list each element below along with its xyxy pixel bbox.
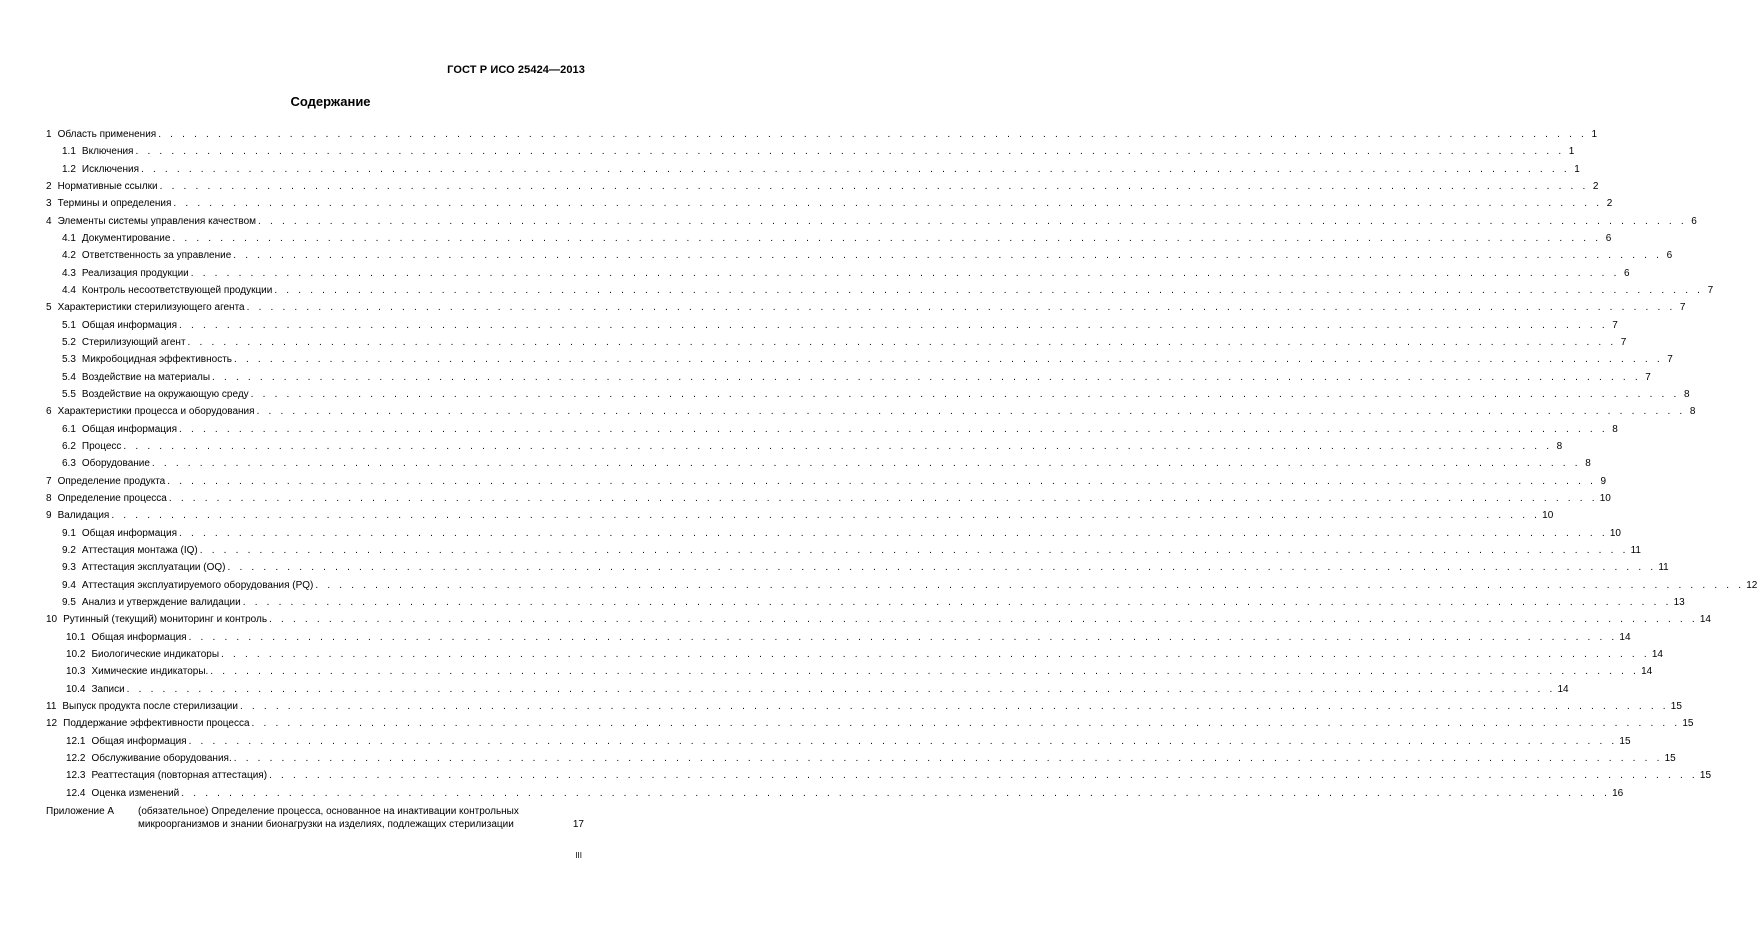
toc-entry-page: 13 [1673,597,1685,609]
toc-entry[interactable] [46,386,1690,403]
toc-entry-page: 11 [1630,545,1641,557]
toc-entry-number: 6.3 [62,458,76,470]
toc-leader-dots: . . . . . . . . . . . . . . . . . . . . . . . . . . . . . . . . . . . . . . . . . . . . . . . . . . . . . . . . . . . . . . . . . . . . . . . . . . . . . . . . . . . . . . . . . . . . . . . . . . . . . . . . . . . . . . . . . . . . . . . . [233,250,1663,262]
page-folio: III [575,851,582,860]
toc-entry-label: Аттестация эксплуатируемого оборудования (PQ) [81,579,314,591]
toc-leader-dots: . . . . . . . . . . . . . . . . . . . . . . . . . . . . . . . . . . . . . . . . . . . . . . . . . . . . . . . . . . . . . . . . . . . . . . . . . . . . . . . . . . . . . . . . . . . . . . . . . . . . . . . . . . . . . . . . . . . . . . . . [199,545,1629,557]
toc-leader-dots: . . . . . . . . . . . . . . . . . . . . . . . . . . . . . . . . . . . . . . . . . . . . . . . . . . . . . . . . . . . . . . . . . . . . . . . . . . . . . . . . . . . . . . . . . . . . . . . . . . . . . . . . . . . . . . . . . . . . . . . . [187,337,1617,349]
toc-entry-number: 5.3 [62,354,76,366]
toc-entry-page: 12 [1746,579,1757,591]
toc-entry-page: 6 [1624,267,1630,279]
toc-entry-number: 9.3 [62,562,76,574]
toc-entry-number: 6 [46,406,52,418]
toc-entry-label: Микробоцидная эффективность [81,354,232,366]
toc-entry-page: 7 [1612,319,1618,331]
toc-entry-page: 6 [1691,215,1697,227]
toc-entry-number: 12 [46,718,58,730]
toc-entry-label: Общая информация [91,735,187,747]
toc-entry-number: 12.3 [66,770,86,782]
toc-entry-label: Аттестация монтажа (IQ) [81,545,198,557]
toc-entry-page: 6 [1605,233,1612,245]
toc-entry-page: 14 [1557,683,1569,695]
toc-entry-label: Включения [81,146,134,158]
toc-leader-dots: . . . . . . . . . . . . . . . . . . . . . . . . . . . . . . . . . . . . . . . . . . . . . . . . . . . . . . . . . . . . . . . . . . . . . . . . . . . . . . . . . . . . . . . . . . . . . . . . . . . . . . . . . . . . . . . . . . . . . . . . [315,579,1745,591]
toc-entry-page: 11 [1658,562,1669,574]
toc-leader-dots: . . . . . . . . . . . . . . . . . . . . . . . . . . . . . . . . . . . . . . . . . . . . . . . . . . . . . . . . . . . . . . . . . . . . . . . . . . . . . . . . . . . . . . . . . . . . . . . . . . . . . . . . . . . . . . . . . . . . . . . . [256,406,1686,418]
toc-leader-dots: . . . . . . . . . . . . . . . . . . . . . . . . . . . . . . . . . . . . . . . . . . . . . . . . . . . . . . . . . . . . . . . . . . . . . . . . . . . . . . . . . . . . . . . . . . . . . . . . . . . . . . . . . . . . . . . . . . . . . . . . [210,666,1640,678]
toc-leader-dots: . . . . . . . . . . . . . . . . . . . . . . . . . . . . . . . . . . . . . . . . . . . . . . . . . . . . . . . . . . . . . . . . . . . . . . . . . . . . . . . . . . . . . . . . . . . . . . . . . . . . . . . . . . . . . . . . . . . . . . . . [111,510,1541,522]
toc-entry-number: 1.1 [62,146,76,158]
toc-entry-page: 14 [1699,614,1711,626]
toc-entry-label: Термины и определения [57,198,172,210]
toc-entry-label: Нормативные ссылки [57,181,158,193]
toc-entries [46,126,1757,802]
toc-entry-label: Рутинный (текущий) мониторинг и контроль [63,614,268,626]
toc-entry-number: 9.4 [62,579,76,591]
toc-entry-label: Аттестация эксплуатации (OQ) [81,562,226,574]
toc-entry-page: 15 [1682,718,1694,730]
toc-leader-dots: . . . . . . . . . . . . . . . . . . . . . . . . . . . . . . . . . . . . . . . . . . . . . . . . . . . . . . . . . . . . . . . . . . . . . . . . . . . . . . . . . . . . . . . . . . . . . . . . . . . . . . . . . . . . . . . . . . . . . . . . [167,475,1597,487]
toc-entry-page: 15 [1699,770,1712,782]
toc-entry-page: 14 [1641,666,1653,678]
toc-entry-number: 9.1 [62,527,76,539]
toc-entry-page: 1 [1568,146,1575,158]
toc-leader-dots: . . . . . . . . . . . . . . . . . . . . . . . . . . . . . . . . . . . . . . . . . . . . . . . . . . . . . . . . . . . . . . . . . . . . . . . . . . . . . . . . . . . . . . . . . . . . . . . . . . . . . . . . . . . . . . . . . . . . . . . . [233,752,1663,764]
toc-entry-label: Общая информация [81,423,178,435]
toc-entry-number: 10.4 [66,683,86,695]
toc-entry[interactable] [46,629,1631,646]
toc-leader-dots: . . . . . . . . . . . . . . . . . . . . . . . . . . . . . . . . . . . . . . . . . . . . . . . . . . . . . . . . . . . . . . . . . . . . . . . . . . . . . . . . . . . . . . . . . . . . . . . . . . . . . . . . . . . . . . . . . . . . . . . . [242,597,1672,609]
toc-entry-label: Общая информация [81,319,178,331]
toc-entry-page: 14 [1651,649,1663,660]
appendix-page: 17 [572,818,584,830]
toc-leader-dots: . . . . . . . . . . . . . . . . . . . . . . . . . . . . . . . . . . . . . . . . . . . . . . . . . . . . . . . . . . . . . . . . . . . . . . . . . . . . . . . . . . . . . . . . . . . . . . . . . . . . . . . . . . . . . . . . . . . . . . . . [172,233,1602,245]
toc-entry-label: Ответственность за управление [81,250,232,262]
toc-entry[interactable] [46,421,1618,438]
toc-entry-number: 9 [46,510,52,522]
toc-entry-number: 8 [46,493,52,505]
toc-leader-dots: . . . . . . . . . . . . . . . . . . . . . . . . . . . . . . . . . . . . . . . . . . . . . . . . . . . . . . . . . . . . . . . . . . . . . . . . . . . . . . . . . . . . . . . . . . . . . . . . . . . . . . . . . . . . . . . . . . . . . . . . [212,371,1641,383]
toc-entry-label: Анализ и утверждение валидации [81,597,241,609]
toc-leader-dots: . . . . . . . . . . . . . . . . . . . . . . . . . . . . . . . . . . . . . . . . . . . . . . . . . . . . . . . . . . . . . . . . . . . . . . . . . . . . . . . . . . . . . . . . . . . . . . . . . . . . . . . . . . . . . . . . . . . . . . . . [190,267,1620,279]
toc-entry[interactable] [46,334,1627,351]
toc-entry-label: Характеристики процесса и оборудования [57,406,255,418]
toc-leader-dots: . . . . . . . . . . . . . . . . . . . . . . . . . . . . . . . . . . . . . . . . . . . . . . . . . . . . . . . . . . . . . . . . . . . . . . . . . . . . . . . . . . . . . . . . . . . . . . . . . . . . . . . . . . . . . . . . . . . . . . . . [227,562,1657,574]
appendix-line-2: микроорганизмов и знании бионагрузки на изделиях, подлежащих стерилизации [138,818,514,830]
toc-entry-page: 1 [1574,163,1580,175]
toc-entry-number: 11 [46,700,57,712]
toc-entry-label: Стерилизующий агент [81,337,186,349]
toc-entry[interactable] [46,126,1598,143]
toc-entry-page: 8 [1689,406,1696,418]
toc-leader-dots: . . . . . . . . . . . . . . . . . . . . . . . . . . . . . . . . . . . . . . . . . . . . . . . . . . . . . . . . . . . . . . . . . . . . . . . . . . . . . . . . . . . . . . . . . . . . . . . . . . . . . . . . . . . . . . . . . . . . . . . . [269,770,1698,782]
toc-entry[interactable] [46,317,1618,334]
toc-entry[interactable] [46,161,1580,178]
toc-entry-label: Реализация продукции [81,267,189,279]
toc-entry[interactable] [46,282,1714,299]
toc-leader-dots: . . . . . . . . . . . . . . . . . . . . . . . . . . . . . . . . . . . . . . . . . . . . . . . . . . . . . . . . . . . . . . . . . . . . . . . . . . . . . . . . . . . . . . . . . . . . . . . . . . . . . . . . . . . . . . . . . . . . . . . . [234,354,1663,366]
toc-entry-page: 7 [1620,337,1627,349]
toc-entry[interactable] [46,369,1651,386]
toc-entry-number: 4 [46,215,52,227]
toc-leader-dots: . . . . . . . . . . . . . . . . . . . . . . . . . . . . . . . . . . . . . . . . . . . . . . . . . . . . . . . . . . . . . . . . . . . . . . . . . . . . . . . . . . . . . . . . . . . . . . . . . . . . . . . . . . . . . . . . . . . . . . . . [274,285,1704,297]
toc-leader-dots: . . . . . . . . . . . . . . . . . . . . . . . . . . . . . . . . . . . . . . . . . . . . . . . . . . . . . . . . . . . . . . . . . . . . . . . . . . . . . . . . . . . . . . . . . . . . . . . . . . . . . . . . . . . . . . . . . . . . . . . . [173,198,1603,210]
toc-leader-dots: . . . . . . . . . . . . . . . . . . . . . . . . . . . . . . . . . . . . . . . . . . . . . . . . . . . . . . . . . . . . . . . . . . . . . . . . . . . . . . . . . . . . . . . . . . . . . . . . . . . . . . . . . . . . . . . . . . . . . . . . [159,181,1589,193]
toc-entry-label: Элементы системы управления качеством [57,215,257,227]
toc-entry-number: 4.2 [62,250,76,262]
toc-entry-page: 1 [1591,129,1598,141]
toc-entry-page: 7 [1707,285,1714,297]
toc-entry-number: 6.2 [62,441,76,453]
toc-entry-label: Записи [91,683,125,695]
toc-leader-dots: . . . . . . . . . . . . . . . . . . . . . . . . . . . . . . . . . . . . . . . . . . . . . . . . . . . . . . . . . . . . . . . . . . . . . . . . . . . . . . . . . . . . . . . . . . . . . . . . . . . . . . . . . . . . . . . . . . . . . . . . [258,215,1687,227]
appendix-prefix: Приложение А [46,805,115,817]
page-title: Содержание [290,94,371,109]
toc-entry[interactable] [46,247,1673,264]
toc-entry-page: 7 [1645,371,1651,383]
toc-entry-label: Воздействие на окружающую среду [81,389,249,401]
toc-entry[interactable] [46,213,1697,230]
toc-entry[interactable] [46,178,1599,195]
toc-entry-label: Определение процесса [57,493,167,505]
toc-leader-dots: . . . . . . . . . . . . . . . . . . . . . . . . . . . . . . . . . . . . . . . . . . . . . . . . . . . . . . . . . . . . . . . . . . . . . . . . . . . . . . . . . . . . . . . . . . . . . . . . . . . . . . . . . . . . . . . . . . . . . . . . [126,683,1556,695]
toc-entry[interactable] [46,403,1696,420]
toc-leader-dots: . . . . . . . . . . . . . . . . . . . . . . . . . . . . . . . . . . . . . . . . . . . . . . . . . . . . . . . . . . . . . . . . . . . . . . . . . . . . . . . . . . . . . . . . . . . . . . . . . . . . . . . . . . . . . . . . . . . . . . . . [179,319,1608,331]
toc-entry[interactable] [46,455,1591,472]
toc-entry-number: 12.2 [66,752,86,764]
toc-entry-page: 9 [1600,475,1607,487]
toc-entry-page: 15 [1664,752,1676,764]
toc-leader-dots: . . . . . . . . . . . . . . . . . . . . . . . . . . . . . . . . . . . . . . . . . . . . . . . . . . . . . . . . . . . . . . . . . . . . . . . . . . . . . . . . . . . . . . . . . . . . . . . . . . . . . . . . . . . . . . . . . . . . . . . . [168,493,1598,505]
toc-entry-number: 5.1 [62,319,76,331]
toc-entry-number: 3 [46,198,52,210]
toc-entry-number: 9.2 [62,545,76,557]
toc-entry[interactable] [46,230,1612,247]
toc-entry-number: 12.1 [66,735,86,747]
toc-entry[interactable] [46,542,1641,559]
toc-entry-label: Оборудование [81,458,150,470]
toc-entry-number: 4.3 [62,267,76,279]
toc-entry-label: Воздействие на материалы [81,371,211,383]
toc-entry-number: 10.3 [66,666,86,678]
toc-leader-dots: . . . . . . . . . . . . . . . . . . . . . . . . . . . . . . . . . . . . . . . . . . . . . . . . . . . . . . . . . . . . . . . . . . . . . . . . . . . . . . . . . . . . . . . . . . . . . . . . . . . . . . . . . . . . . . . . . . . . . . . . [250,389,1680,401]
toc-entry[interactable] [46,351,1673,368]
toc-entry[interactable] [46,490,1611,507]
toc-entry-number: 1.2 [62,163,76,175]
toc-leader-dots: . . . . . . . . . . . . . . . . . . . . . . . . . . . . . . . . . . . . . . . . . . . . . . . . . . . . . . . . . . . . . . . . . . . . . . . . . . . . . . . . . . . . . . . . . . . . . . . . . . . . . . . . . . . . . . . . . . . . . . . . [181,787,1611,799]
toc-entry-label: Характеристики стерилизующего агента [57,302,245,314]
toc-entry-label: Общая информация [81,527,178,539]
toc-entry-label: Химические индикаторы. [91,666,209,678]
toc-entry-page: 7 [1679,302,1686,314]
toc-entry-label: Общая информация [91,631,187,643]
toc-entry-label: Обслуживание оборудования. [91,752,232,764]
toc-leader-dots: . . . . . . . . . . . . . . . . . . . . . . . . . . . . . . . . . . . . . . . . . . . . . . . . . . . . . . . . . . . . . . . . . . . . . . . . . . . . . . . . . . . . . . . . . . . . . . . . . . . . . . . . . . . . . . . . . . . . . . . . [135,146,1565,158]
toc-entry-page: 16 [1612,787,1624,799]
toc-entry[interactable] [46,438,1563,455]
toc-entry-page: 8 [1556,441,1563,453]
toc-entry[interactable] [46,681,1569,698]
toc-leader-dots: . . . . . . . . . . . . . . . . . . . . . . . . . . . . . . . . . . . . . . . . . . . . . . . . . . . . . . . . . . . . . . . . . . . . . . . . . . . . . . . . . . . . . . . . . . . . . . . . . . . . . . . . . . . . . . . . . . . . . . . . [239,700,1669,712]
toc-entry-page: 10 [1609,527,1621,539]
toc-entry-page: 6 [1666,250,1673,262]
toc-leader-dots: . . . . . . . . . . . . . . . . . . . . . . . . . . . . . . . . . . . . . . . . . . . . . . . . . . . . . . . . . . . . . . . . . . . . . . . . . . . . . . . . . . . . . . . . . . . . . . . . . . . . . . . . . . . . . . . . . . . . . . . . [179,423,1608,435]
toc-entry-page: 15 [1619,735,1631,747]
toc-entry[interactable] [46,559,1669,576]
toc-entry-page: 8 [1585,458,1591,470]
toc-entry[interactable] [46,646,1663,663]
toc-entry-number: 10.2 [66,649,86,660]
toc-entry-page: 2 [1606,198,1613,210]
toc-entry-label: Реаттестация (повторная аттестация) [91,770,268,782]
toc-entry-number: 5.4 [62,371,76,383]
toc-entry-number: 7 [46,475,52,487]
toc-leader-dots: . . . . . . . . . . . . . . . . . . . . . . . . . . . . . . . . . . . . . . . . . . . . . . . . . . . . . . . . . . . . . . . . . . . . . . . . . . . . . . . . . . . . . . . . . . . . . . . . . . . . . . . . . . . . . . . . . . . . . . . . [158,129,1588,141]
toc-entry-number: 5.5 [62,389,76,401]
toc-entry-number: 4.4 [62,285,76,297]
toc-entry-label: Выпуск продукта после стерилизации [62,700,238,712]
toc-entry-number: 6.1 [62,423,76,435]
toc-entry-page: 10 [1542,510,1554,522]
toc-appendix-entry[interactable] [46,805,584,831]
toc-entry[interactable] [46,265,1630,282]
toc-entry-number: 10 [46,614,58,626]
toc-entry-number: 1 [46,129,52,141]
toc-entry-number: 2 [46,181,52,193]
toc-entry-page: 14 [1619,631,1631,643]
toc-entry-label: Определение продукта [57,475,166,487]
toc-entry[interactable] [46,611,1711,628]
appendix-line-2-row [138,818,584,831]
toc-entry-label: Область применения [57,129,157,141]
toc-entry-number: 4.1 [62,233,76,245]
appendix-line-1: (обязательное) Определение процесса, основанное на инактивации контрольных [138,805,519,817]
toc-entry-label: Исключения [81,163,139,175]
toc-entry-page: 8 [1683,389,1690,401]
toc-entry-page: 2 [1592,181,1599,193]
toc-entry-page: 8 [1612,423,1618,435]
toc-entry[interactable] [46,143,1575,160]
toc-leader-dots: . . . . . . . . . . . . . . . . . . . . . . . . . . . . . . . . . . . . . . . . . . . . . . . . . . . . . . . . . . . . . . . . . . . . . . . . . . . . . . . . . . . . . . . . . . . . . . . . . . . . . . . . . . . . . . . . . . . . . . . . [151,458,1581,470]
toc-leader-dots: . . . . . . . . . . . . . . . . . . . . . . . . . . . . . . . . . . . . . . . . . . . . . . . . . . . . . . . . . . . . . . . . . . . . . . . . . . . . . . . . . . . . . . . . . . . . . . . . . . . . . . . . . . . . . . . . . . . . . . . . [221,649,1650,660]
toc-leader-dots: . . . . . . . . . . . . . . . . . . . . . . . . . . . . . . . . . . . . . . . . . . . . . . . . . . . . . . . . . . . . . . . . . . . . . . . . . . . . . . . . . . . . . . . . . . . . . . . . . . . . . . . . . . . . . . . . . . . . . . . . [269,614,1698,626]
toc-entry[interactable] [46,594,1685,611]
toc-entry-label: Документирование [81,233,171,245]
toc-entry-label: Оценка изменений [91,787,180,799]
toc-entry[interactable] [46,577,1757,594]
toc-entry-number: 5.2 [62,337,76,349]
toc-entry-label: Биологические индикаторы [91,649,220,660]
toc-entry[interactable] [46,663,1653,680]
toc-entry[interactable] [46,473,1607,490]
toc-leader-dots: . . . . . . . . . . . . . . . . . . . . . . . . . . . . . . . . . . . . . . . . . . . . . . . . . . . . . . . . . . . . . . . . . . . . . . . . . . . . . . . . . . . . . . . . . . . . . . . . . . . . . . . . . . . . . . . . . . . . . . . . [179,527,1608,539]
toc-entry[interactable] [46,750,1676,767]
toc-entry-page: 10 [1599,493,1611,505]
toc-entry-number: 12.4 [66,787,86,799]
toc-entry-number: 9.5 [62,597,76,609]
toc-entry-page: 7 [1667,354,1673,366]
toc-entry[interactable] [46,507,1554,524]
toc-entry[interactable] [46,698,1682,715]
toc-entry-number: 5 [46,302,52,314]
table-of-contents [46,126,1757,831]
toc-leader-dots: . . . . . . . . . . . . . . . . . . . . . . . . . . . . . . . . . . . . . . . . . . . . . . . . . . . . . . . . . . . . . . . . . . . . . . . . . . . . . . . . . . . . . . . . . . . . . . . . . . . . . . . . . . . . . . . . . . . . . . . . [188,631,1618,643]
toc-entry-label: Поддержание эффективности процесса [63,718,250,730]
toc-leader-dots: . . . . . . . . . . . . . . . . . . . . . . . . . . . . . . . . . . . . . . . . . . . . . . . . . . . . . . . . . . . . . . . . . . . . . . . . . . . . . . . . . . . . . . . . . . . . . . . . . . . . . . . . . . . . . . . . . . . . . . . . [188,735,1618,747]
toc-leader-dots: . . . . . . . . . . . . . . . . . . . . . . . . . . . . . . . . . . . . . . . . . . . . . . . . . . . . . . . . . . . . . . . . . . . . . . . . . . . . . . . . . . . . . . . . . . . . . . . . . . . . . . . . . . . . . . . . . . . . . . . . [141,163,1570,175]
toc-entry[interactable] [46,732,1631,749]
toc-entry-page: 15 [1670,700,1682,712]
toc-leader-dots: . . . . . . . . . . . . . . . . . . . . . . . . . . . . . . . . . . . . . . . . . . . . . . . . . . . . . . . . . . . . . . . . . . . . . . . . . . . . . . . . . . . . . . . . . . . . . . . . . . . . . . . . . . . . . . . . . . . . . . . . [246,302,1676,314]
toc-entry-label: Контроль несоответствующей продукции [81,285,273,297]
toc-entry[interactable] [46,715,1694,732]
toc-leader-dots: . . . . . . . . . . . . . . . . . . . . . . . . . . . . . . . . . . . . . . . . . . . . . . . . . . . . . . . . . . . . . . . . . . . . . . . . . . . . . . . . . . . . . . . . . . . . . . . . . . . . . . . . . . . . . . . . . . . . . . . . [123,441,1553,453]
toc-entry[interactable] [46,784,1624,801]
appendix-body [138,805,584,831]
toc-entry[interactable] [46,525,1621,542]
toc-entry-label: Валидация [57,510,110,522]
toc-entry[interactable] [46,767,1712,784]
toc-entry[interactable] [46,195,1613,212]
toc-entry-number: 10.1 [66,631,86,643]
toc-entry[interactable] [46,299,1686,316]
document-code-header: ГОСТ Р ИСО 25424—2013 [447,64,585,76]
toc-leader-dots: . . . . . . . . . . . . . . . . . . . . . . . . . . . . . . . . . . . . . . . . . . . . . . . . . . . . . . . . . . . . . . . . . . . . . . . . . . . . . . . . . . . . . . . . . . . . . . . . . . . . . . . . . . . . . . . . . . . . . . . . [251,718,1681,730]
toc-entry-label: Процесс [81,441,122,453]
